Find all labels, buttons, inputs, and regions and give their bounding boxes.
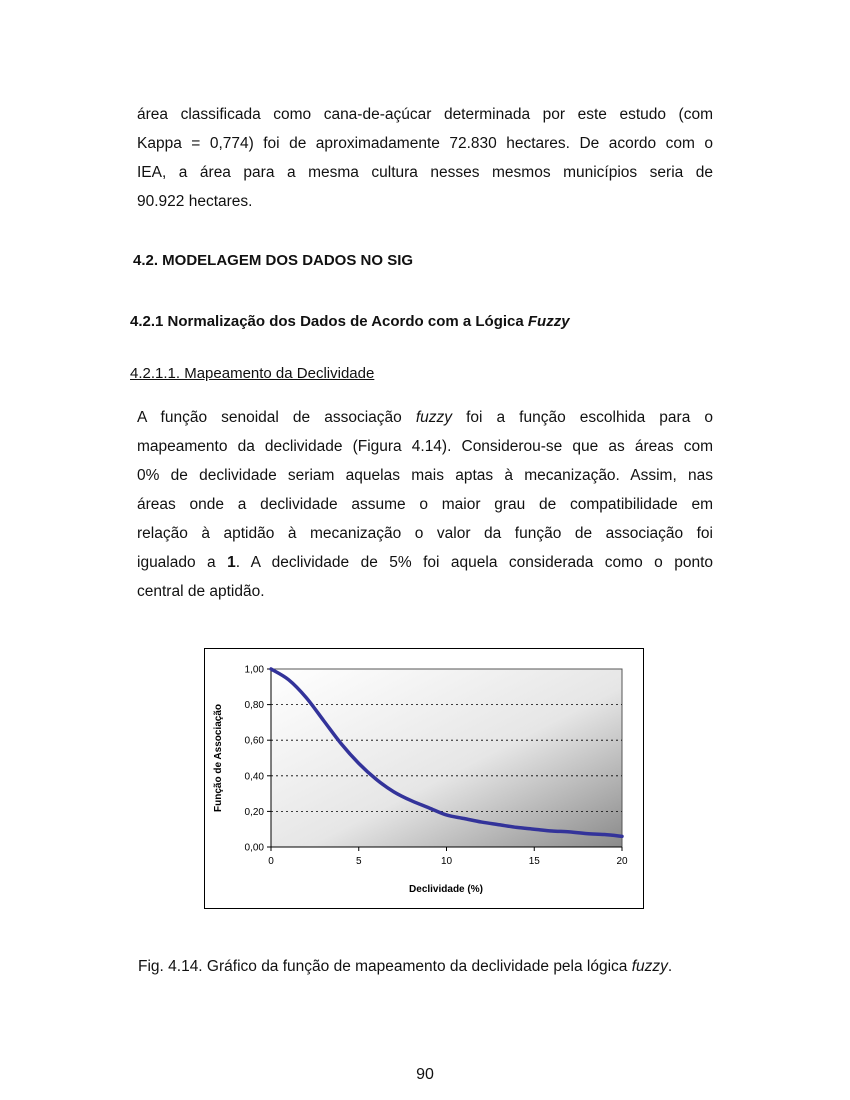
text-line: central de aptidão. (137, 583, 265, 600)
text-line: 90.922 hectares. (137, 193, 253, 210)
subsection-heading-text: 4.2.1 Normalização dos Dados de Acordo com a Lógica (130, 313, 528, 330)
text-fragment: A função senoidal de associação (137, 409, 416, 426)
text-line: Kappa = 0,774) foi de aproximadamente 72.830 hectares. De acordo com o (137, 135, 713, 152)
x-tick-label: 10 (440, 856, 453, 867)
subsection-heading (130, 313, 570, 330)
bold-value: 1 (227, 554, 236, 571)
y-tick-label: 0,00 (244, 842, 264, 854)
x-tick-label: 15 (528, 856, 540, 867)
y-axis-label: Função de Associação (213, 704, 224, 812)
text-line: mapeamento da declividade (Figura 4.14). Considerou-se que as áreas com (137, 438, 713, 455)
text-line (137, 548, 713, 577)
italic-term: fuzzy (415, 409, 453, 426)
intro-paragraph (137, 100, 713, 216)
text-line: área classificada como cana-de-açúcar determinada por este estudo (com (137, 106, 713, 123)
y-tick-label: 1,00 (244, 664, 264, 676)
caption-italic: fuzzy (631, 958, 668, 975)
x-tick-label: 0 (268, 856, 274, 867)
text-line (137, 403, 713, 432)
plot-area (271, 669, 622, 847)
y-tick-label: 0,20 (244, 806, 264, 818)
figure-caption (138, 958, 672, 976)
subsubsection-heading: 4.2.1.1. Mapeamento da Declividade (130, 365, 375, 382)
text-line: relação à aptidão à mecanização o valor da função de associação foi (137, 525, 713, 542)
caption-text: Fig. 4.14. Gráfico da função de mapeamento da declividade pela lógica (138, 958, 632, 975)
y-tick-label: 0,80 (244, 700, 264, 712)
x-tick-label: 20 (616, 856, 628, 867)
text-line: IEA, a área para a mesma cultura nesses mesmos municípios seria de (137, 164, 713, 181)
fuzzy-membership-chart (205, 649, 643, 908)
text-fragment: igualado a (137, 554, 228, 571)
text-fragment: . A declividade de 5% foi aquela considerada como o ponto (235, 554, 713, 571)
body-paragraph (137, 403, 713, 606)
text-line: áreas onde a declividade assume o maior grau de compatibilidade em (137, 496, 713, 513)
subsection-heading-italic: Fuzzy (527, 313, 570, 330)
text-fragment: foi a função escolhida para o (452, 409, 714, 426)
x-tick-label: 5 (355, 856, 362, 867)
caption-text-end: . (667, 958, 673, 975)
x-axis-label: Declividade (%) (409, 884, 483, 895)
section-heading: 4.2. MODELAGEM DOS DADOS NO SIG (133, 252, 414, 269)
y-tick-label: 0,60 (244, 735, 264, 747)
text-line: 0% de declividade seriam aquelas mais aptas à mecanização. Assim, nas (137, 467, 713, 484)
y-tick-label: 0,40 (244, 771, 264, 783)
figure-4-14 (204, 648, 644, 909)
page-number: 90 (416, 1066, 434, 1083)
